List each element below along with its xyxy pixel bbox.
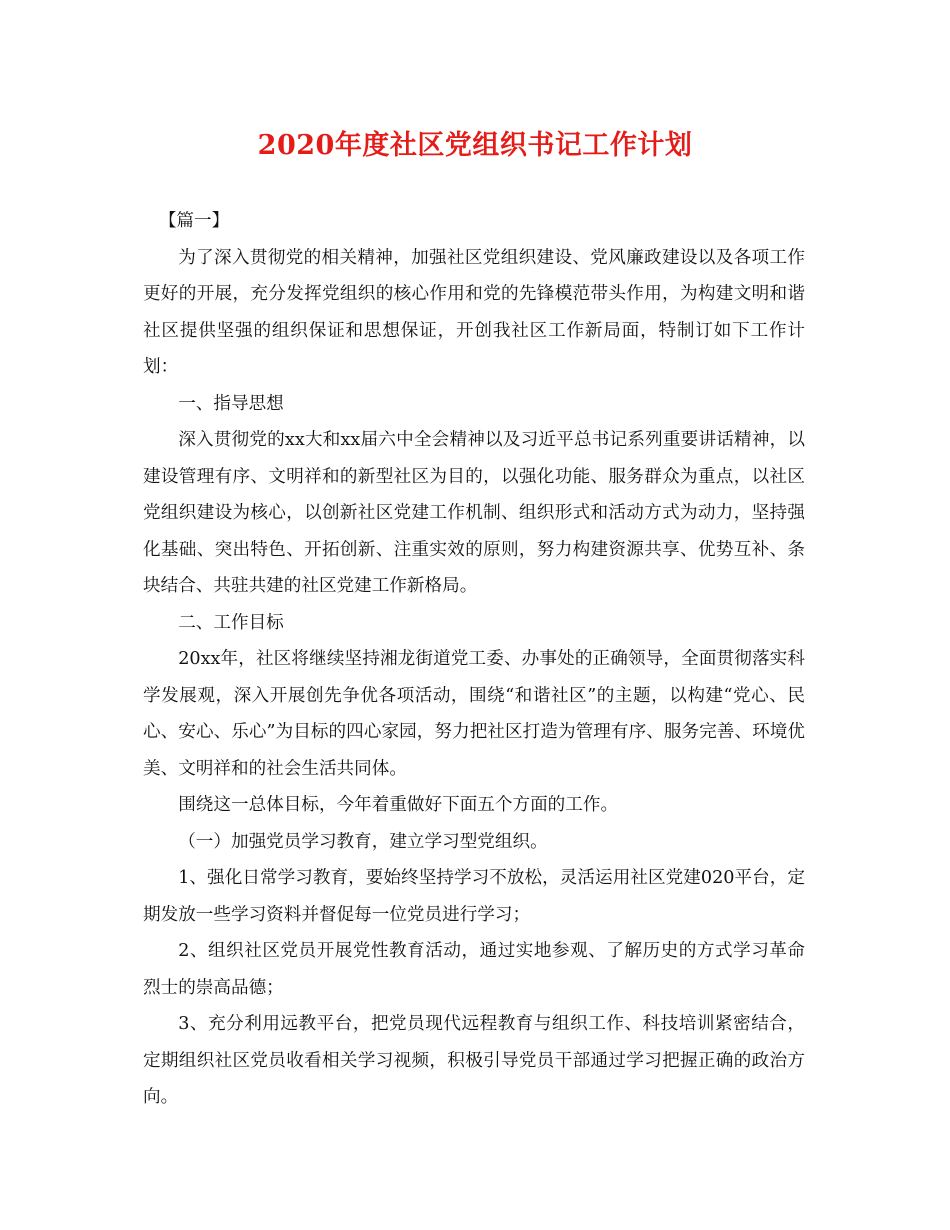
subheading-study-education: （一）加强党员学习教育，建立学习型党组织。 bbox=[178, 831, 548, 852]
list-item-1: 1、强化日常学习教育，要始终坚持学习不放松，灵活运用社区党建020平台，定期发放一些学习资料并督促每一位党员进行学习； bbox=[143, 868, 805, 925]
list-item-3: 3、充分利用远教平台，把党员现代远程教育与组织工作、科技培训紧密结合，定期组织社区党员收看相关学习视频，积极引导党员干部通过学习把握正确的政治方向。 bbox=[143, 1014, 805, 1107]
paragraph-intro: 为了深入贯彻党的相关精神，加强社区党组织建设、党风廉政建设以及各项工作更好的开展，充分发挥党组织的核心作用和党的先锋模范带头作用，为构建文明和谐社区提供坚强的组织保证和思想保证，开创我社区工作新局面，特制订如下工作计划： bbox=[143, 247, 805, 377]
section-tag-part-one: 【篇一】 bbox=[158, 211, 230, 231]
paragraph-work-goals: 20xx年，社区将继续坚持湘龙街道党工委、办事处的正确领导，全面贯彻落实科学发展观，深入开展创先争优各项活动，围绕“和谐社区”的主题，以构建“党心、民心、安心、乐心”为目标的四心家园，努力把社区打造为管理有序、服务完善、环境优美、文明祥和的社会生活共同体。 bbox=[143, 649, 805, 779]
heading-guiding-ideology: 一、指导思想 bbox=[178, 393, 284, 414]
list-item-2: 2、组织社区党员开展党性教育活动，通过实地参观、了解历史的方式学习革命烈士的崇高品德； bbox=[143, 941, 805, 998]
document-body bbox=[143, 203, 805, 1116]
heading-work-goals: 二、工作目标 bbox=[178, 612, 284, 633]
paragraph-guiding-ideology: 深入贯彻党的xx大和xx届六中全会精神以及习近平总书记系列重要讲话精神，以建设管理有序、文明祥和的新型社区为目的，以强化功能、服务群众为重点，以社区党组织建设为核心，以创新社区党建工作机制、组织形式和活动方式为动力，坚持强化基础、突出特色、开拓创新、注重实效的原则，努力构建资源共享、优势互补、条块结合、共驻共建的社区党建工作新格局。 bbox=[143, 430, 805, 596]
document-title: 2020年度社区党组织书记工作计划 bbox=[257, 130, 693, 161]
paragraph-five-aspects: 围绕这一总体目标，今年着重做好下面五个方面的工作。 bbox=[178, 795, 619, 815]
